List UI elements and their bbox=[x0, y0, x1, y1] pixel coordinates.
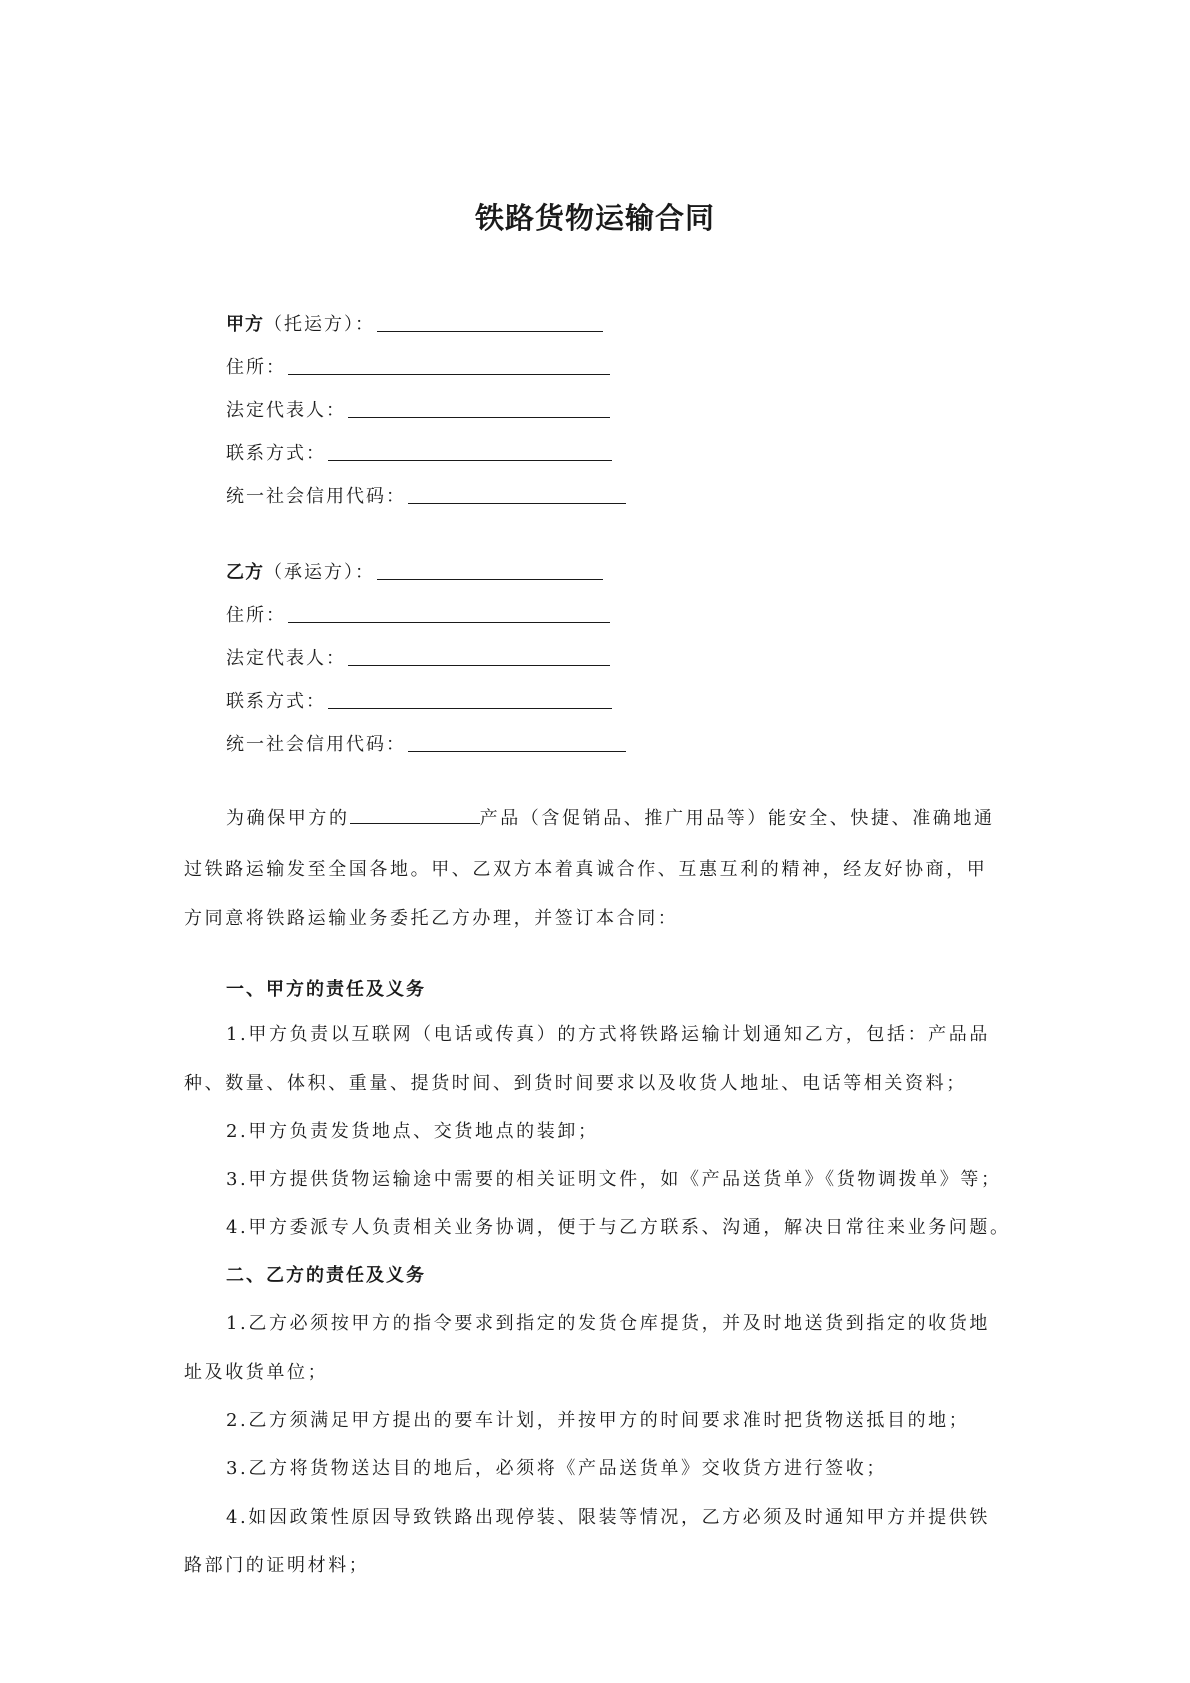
party-b-contact-blank[interactable] bbox=[328, 707, 612, 709]
section-2-item-1-line-2: 址及收货单位； bbox=[184, 1362, 329, 1383]
party-a-address-blank[interactable] bbox=[288, 373, 610, 375]
party-b-note: （承运方）： bbox=[264, 562, 375, 583]
intro-line-3: 方同意将铁路运输业务委托乙方办理，并签订本合同： bbox=[184, 908, 679, 929]
party-b-address-label: 住所： bbox=[226, 605, 286, 626]
party-b-credit-code-label: 统一社会信用代码： bbox=[226, 734, 406, 755]
party-b-name-blank[interactable] bbox=[377, 578, 603, 580]
section-1-item-2: 2.甲方负责发货地点、交货地点的装卸； bbox=[226, 1121, 599, 1142]
party-a-credit-code-label: 统一社会信用代码： bbox=[226, 486, 406, 507]
section-2-item-2: 2.乙方须满足甲方提出的要车计划，并按甲方的时间要求准时把货物送抵目的地； bbox=[226, 1410, 970, 1431]
party-a-address-field bbox=[226, 349, 610, 379]
section-1-heading: 一、甲方的责任及义务 bbox=[226, 979, 426, 1000]
party-a-contact-label: 联系方式： bbox=[226, 443, 326, 464]
party-b-legal-rep-label: 法定代表人： bbox=[226, 648, 346, 669]
party-b-label: 乙方 bbox=[226, 562, 264, 583]
section-1-item-1-line-2: 种、数量、体积、重量、提货时间、到货时间要求以及收货人地址、电话等相关资料； bbox=[184, 1073, 967, 1094]
party-b-contact-label: 联系方式： bbox=[226, 691, 326, 712]
document-title: 铁路货物运输合同 bbox=[474, 201, 715, 235]
section-1-item-1-line-1: 1.甲方负责以互联网（电话或传真）的方式将铁路运输计划通知乙方，包括：产品品 bbox=[226, 1024, 990, 1045]
section-2-item-4-line-1: 4.如因政策性原因导致铁路出现停装、限装等情况，乙方必须及时通知甲方并提供铁 bbox=[226, 1507, 990, 1528]
party-b-contact-field bbox=[226, 683, 612, 713]
section-2-item-3: 3.乙方将货物送达目的地后，必须将《产品送货单》交收货方进行签收； bbox=[226, 1458, 887, 1479]
intro-text-before-blank: 为确保甲方的 bbox=[226, 808, 350, 829]
party-a-contact-blank[interactable] bbox=[328, 459, 612, 461]
party-a-legal-rep-field bbox=[226, 392, 610, 422]
party-a-legal-rep-label: 法定代表人： bbox=[226, 400, 346, 421]
section-2-heading: 二、乙方的责任及义务 bbox=[226, 1265, 426, 1286]
party-b-name-field bbox=[226, 554, 603, 584]
party-b-address-field bbox=[226, 597, 610, 627]
party-a-address-label: 住所： bbox=[226, 357, 286, 378]
party-a-credit-code-blank[interactable] bbox=[408, 502, 626, 504]
intro-text-after-blank: 产品（含促销品、推广用品等）能安全、快捷、准确地通 bbox=[479, 808, 995, 829]
party-a-note: （托运方）： bbox=[264, 314, 375, 335]
party-a-contact-field bbox=[226, 435, 612, 465]
party-a-label: 甲方 bbox=[226, 314, 264, 335]
intro-line-1 bbox=[226, 804, 995, 830]
party-b-credit-code-blank[interactable] bbox=[408, 750, 626, 752]
section-1-item-3: 3.甲方提供货物运输途中需要的相关证明文件，如《产品送货单》《货物调拨单》等； bbox=[226, 1169, 1002, 1190]
party-a-name-field bbox=[226, 306, 603, 336]
section-1-item-4: 4.甲方委派专人负责相关业务协调，便于与乙方联系、沟通，解决日常往来业务问题。 bbox=[226, 1217, 1011, 1238]
party-b-legal-rep-field bbox=[226, 640, 610, 670]
section-2-item-4-line-2: 路部门的证明材料； bbox=[184, 1555, 370, 1576]
party-b-credit-code-field bbox=[226, 726, 626, 756]
section-2-item-1-line-1: 1.乙方必须按甲方的指令要求到指定的发货仓库提货，并及时地送货到指定的收货地 bbox=[226, 1313, 990, 1334]
party-a-legal-rep-blank[interactable] bbox=[348, 416, 610, 418]
intro-line-2: 过铁路运输发至全国各地。甲、乙双方本着真诚合作、互惠互利的精神，经友好协商，甲 bbox=[184, 859, 988, 880]
party-a-name-blank[interactable] bbox=[377, 330, 603, 332]
party-b-legal-rep-blank[interactable] bbox=[348, 664, 610, 666]
party-b-address-blank[interactable] bbox=[288, 621, 610, 623]
product-name-blank[interactable] bbox=[350, 805, 480, 824]
party-a-credit-code-field bbox=[226, 478, 626, 508]
